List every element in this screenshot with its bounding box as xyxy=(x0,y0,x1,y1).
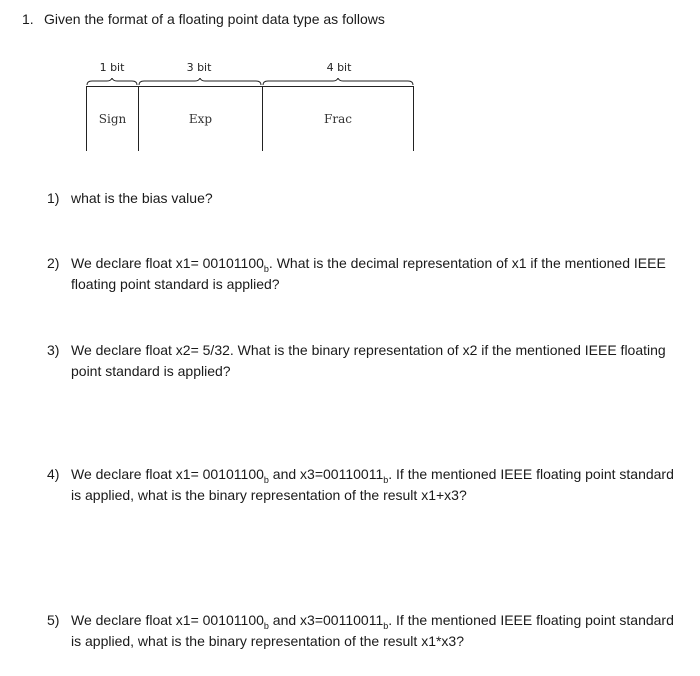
sub-question-1 xyxy=(47,188,687,209)
sub-question-text: We declare float x2= 5/32. What is the binary representation of x2 if the mentioned IEEE floating point standard is applied? xyxy=(71,342,666,379)
frac-brace xyxy=(262,78,414,86)
question-number: 1. xyxy=(22,11,34,27)
sign-bits-label: 1 bit xyxy=(99,61,125,74)
frac-field-label: Frac xyxy=(324,112,352,126)
sub-question-text: what is the bias value? xyxy=(71,190,213,206)
sub-question-4 xyxy=(47,464,687,506)
exp-brace xyxy=(138,78,262,86)
sub-question-number: 3) xyxy=(47,342,60,358)
sub-question-text: We declare float $x1= 00101100_b$. What is the decimal representation of x1 if the mentioned IEEE floating point standard is applied? xyxy=(71,255,666,292)
sub-question-5 xyxy=(47,610,687,652)
format-fields xyxy=(86,86,414,151)
exp-bits-label: 3 bit xyxy=(186,61,212,74)
exp-field-label: Exp xyxy=(188,112,213,126)
sub-question-number: 2) xyxy=(47,255,60,271)
sign-field-label: Sign xyxy=(98,112,127,126)
sub-question-text: We declare float $x1= 00101100_b$ and $x3=00110011_b$. If the mentioned IEEE floating point standard is applied, what is the binary representation of the result x1*x3? xyxy=(71,612,674,649)
sub-question-number: 4) xyxy=(47,466,60,482)
sign-field xyxy=(86,87,138,151)
frac-bits-label: 4 bit xyxy=(326,61,352,74)
floating-point-format-diagram xyxy=(84,58,416,152)
sign-brace xyxy=(86,78,138,86)
frac-field xyxy=(262,87,414,151)
question-heading xyxy=(22,10,385,28)
exp-field xyxy=(138,87,262,151)
question-text: Given the format of a floating point data type as follows xyxy=(44,11,385,27)
sub-question-3 xyxy=(47,340,687,382)
sub-question-number: 1) xyxy=(47,190,60,206)
sub-question-text: We declare float $x1= 00101100_b$ and $x3=00110011_b$. If the mentioned IEEE floating point standard is applied, what is the binary representation of the result x1+x3? xyxy=(71,466,674,503)
sub-question-number: 5) xyxy=(47,612,60,628)
sub-question-2 xyxy=(47,253,687,295)
